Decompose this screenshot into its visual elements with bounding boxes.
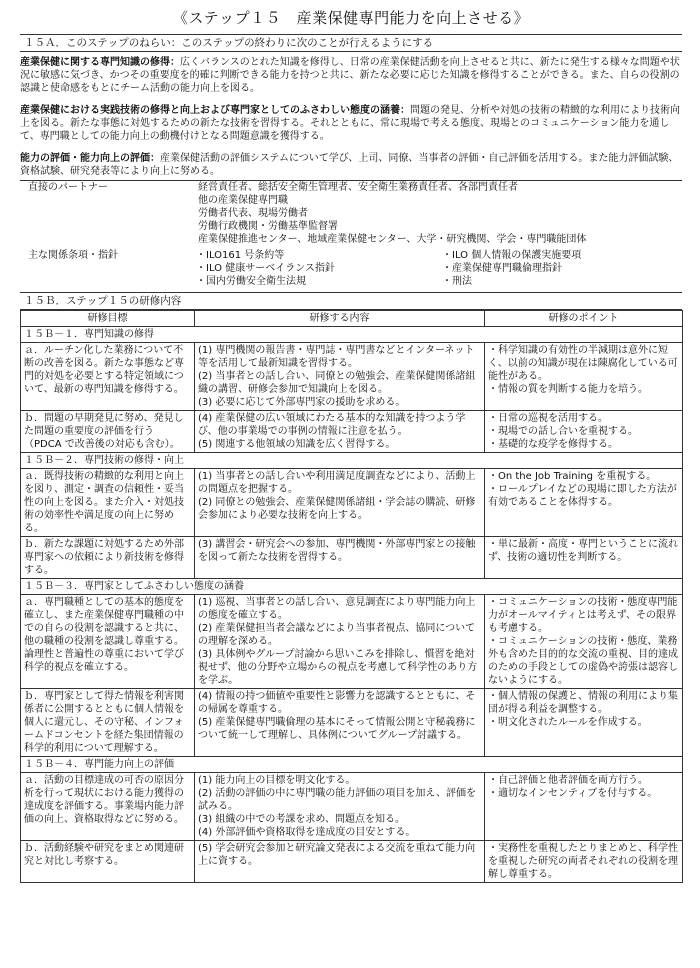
content-item: (4) 産業保健の広い領域にわたる基本的な知識を持つよう学び、他の事業場での事例の情報に注意を払う。 <box>198 413 466 437</box>
subsection-row <box>21 579 683 595</box>
aim-heading: 産業保健における実践技術の修得と向上および専門家としてのふさわしい態度の涵養： <box>20 105 410 116</box>
ref-item: ・産業保健専門職倫理指針 <box>442 263 562 274</box>
point-item: ・On the Job Training を重視する。 <box>488 471 657 482</box>
content-item: (1) 専門機関の報告書・専門誌・専門書などとインターネット等を活用して最新知識を習得する。 <box>198 345 475 369</box>
partner-item: 産業保健推進センター、地域産業保健センター、大学・研究機関、学会・専門職能団体 <box>198 234 587 245</box>
content-item: (3) 必要に応じて外部専門家の援助を求める。 <box>198 397 406 408</box>
content-item: (4) 情報の持つ価値や重要性と影響力を認識するとともに、その帰属を尊重する。 <box>198 691 476 715</box>
section-b-title: １５Ｂ．ステップ１５の研修内容 <box>20 292 682 310</box>
goal-cell: ｂ．問題の早期発見に努め、発見した問題の重要度の評価を行う（PDCA で改善後の対応も含む）。 <box>21 411 195 453</box>
goal-cell: ｂ．専門家として得た情報を利害関係者に公開するとともに個人情報を個人に還元し、その守秘、インフォームドコンセントを経た集団情報の科学的利用について理解する。 <box>21 689 195 757</box>
content-cell <box>195 343 485 411</box>
content-item: (2) 活動の評価の中に専門職の能力評価の項目を加え、評価を試みる。 <box>198 788 476 812</box>
content-item: (2) 当事者との話し合い、同僚との勉強会、産業保健関係諸組織の講習、研修会参加で知識向上を図る。 <box>198 371 476 395</box>
table-header-row <box>21 311 683 327</box>
points-cell <box>485 595 683 689</box>
content-cell <box>195 469 485 537</box>
point-item: ・自己評価と他者評価を両方行う。 <box>488 775 648 786</box>
partners-block <box>20 180 682 288</box>
ref-item: ・ILO161 号条約等 <box>196 250 285 261</box>
point-item: ・個人情報の保護と、情報の利用により集団が得る利益を調整する。 <box>488 691 678 715</box>
table-row <box>21 773 683 841</box>
point-item: ・適切なインセンティブを付与する。 <box>488 788 658 799</box>
goal-cell: ｂ．活動経験や研究をまとめ関連研究と対比し考察する。 <box>21 841 195 883</box>
table-row <box>21 343 683 411</box>
partner-item: 経営責任者、総括安全衛生管理者、安全衛生業務責任者、各部門責任者 <box>198 182 518 193</box>
aim-body: 広くバランスのとれた知識を修得し、日常の産業保健活動を向上させると共に、新たに発生する様々な問題や状況に敏感に気づき、かつその重要度を的確に判断できる能力を持つと共に、新たな必要に応じた知識を修得することができる。また、自らの役割の認識と使命感をもとにチーム活動の能力向上を図る。 <box>20 57 680 94</box>
content-item: (5) 産業保健専門職倫理の基本にそって情報公開と守秘義務について統一して理解し、具体例についてグループ討議する。 <box>198 717 476 741</box>
point-item: ・実務性を重視したとりまとめと、科学性を重視した研究の両者それぞれの役割を理解し尊重する。 <box>488 843 678 880</box>
goal-cell: ａ．ルーチン化した業務について不断の改善を図る。新たな事態など専門的対処を必要とする特定領域について、最新の専門知識を修得する。 <box>21 343 195 411</box>
content-item: (2) 同僚との勉強会、産業保健関係諸組・学会誌の購読、研修会参加により必要な技術を向上する。 <box>198 497 476 521</box>
table-row <box>21 595 683 689</box>
table-row <box>21 841 683 883</box>
page-title: 《ステップ１５ 産業保健専門能力を向上させる》 <box>172 9 530 27</box>
partner-item: 労働行政機関・労働基準監督署 <box>198 221 338 232</box>
subsection-row <box>21 327 683 343</box>
content-item: (5) 学会研究会参加と研究論文発表による交流を重ねて能力向上に資する。 <box>198 843 476 867</box>
aim-paragraph <box>20 152 682 178</box>
partners-label: 直接のパートナー <box>28 182 108 193</box>
point-item: ・情報の質を判断する能力を培う。 <box>488 384 648 395</box>
point-item: ・単に最新・高度・専門ということに流れず、技術の適切性を判断する。 <box>488 539 678 563</box>
subsection-title: １５Ｂ－１．専門知識の修得 <box>21 327 683 343</box>
content-cell <box>195 595 485 689</box>
aim-body: 産業保健活動の評価システムについて学び、上司、同僚、当事者の評価・自己評価を活用する。また能力評価試験、資格試験、研究発表等により向上に努める。 <box>20 153 679 177</box>
content-item: (3) 講習会・研究会への参加、専門機関・外部専門家との接触を図って新たな技術を習得する。 <box>198 539 476 563</box>
partner-item: 他の産業保健専門職 <box>198 195 288 206</box>
point-item: ・日常の巡視を活用する。 <box>488 413 608 424</box>
points-cell <box>485 841 683 883</box>
subsection-row <box>21 453 683 469</box>
goal-cell: ａ．専門職種としての基本的態度を確立し、また産業保健専門職種の中での自らの役割を認識すると共に、他の職種の役割を認識し尊重する。論理性と普遍性の尊重において学び科学的視点を確立する。 <box>21 595 195 689</box>
aim-paragraph <box>20 104 682 143</box>
ref-item: ・国内労働安全衛生法規 <box>196 276 306 287</box>
table-row <box>21 469 683 537</box>
points-cell <box>485 773 683 841</box>
content-item: (1) 当事者との話し合いや利用満足度調査などにより、活動上の問題点を把握する。 <box>198 471 476 495</box>
content-cell <box>195 689 485 757</box>
partners-list <box>198 181 682 246</box>
aim-heading: 産業保健に関する専門知識の修得： <box>20 57 180 68</box>
content-item: (3) 具体例やグループ討論から思いこみを排除し、慣習を絶対視せず、他の分野や立場からの視点を考慮して科学性のあり方を学ぶ。 <box>198 649 478 686</box>
content-cell <box>195 411 485 453</box>
point-item: ・基礎的な疫学を修得する。 <box>488 439 618 450</box>
content-item: (1) 能力向上の目標を明文化する。 <box>198 775 356 786</box>
partners-row <box>20 181 682 246</box>
aim-body: 問題の発見、分析や対処の技術の精緻的な利用により技術向上を図る。新たな事態に対処するための新たな技術を習得する。それとともに、常に現場で考える態度、現場とのコミュニケーション能力を通して、専門職としての能力向上の動機付けとなる問題意識を獲得する。 <box>20 105 680 142</box>
column-header: 研修する内容 <box>195 311 485 327</box>
goal-cell: ａ．既得技術の精緻的な利用と向上を図り、測定・調査の信頼性・妥当性の向上を図る。また介入・対処技術の効率性や満足度の向上に努める。 <box>21 469 195 537</box>
aims-section <box>20 56 682 178</box>
goal-cell: ｂ．新たな課題に対処するため外部専門家への依頼により新技術を修得する。 <box>21 537 195 579</box>
aim-heading: 能力の評価・能力向上の評価： <box>20 153 160 164</box>
refs-list <box>196 249 682 288</box>
document-page <box>20 0 682 883</box>
table-row <box>21 537 683 579</box>
training-tables <box>20 310 682 883</box>
points-cell <box>485 689 683 757</box>
points-cell <box>485 469 683 537</box>
content-cell <box>195 841 485 883</box>
point-item: ・コミュニケーションの技術・態度、業務外も含めた目的的な交流の重視、目的達成のための手段としての虚偽や誇張は認容しないようにする。 <box>488 636 678 686</box>
subsection-title: １５Ｂ－４．専門能力向上の評価 <box>21 757 683 773</box>
subsection-row <box>21 757 683 773</box>
refs-row <box>20 249 682 288</box>
point-item: ・科学知識の有効性の半減期は意外に短く、以前の知識が現在は陳腐化している可能性がある。 <box>488 345 678 382</box>
point-item: ・明文化されたルールを作成する。 <box>488 717 648 728</box>
content-cell <box>195 773 485 841</box>
table-row <box>21 411 683 453</box>
partner-item: 労働者代表、現場労働者 <box>198 208 308 219</box>
table-row <box>21 689 683 757</box>
points-cell <box>485 537 683 579</box>
point-item: ・現場での話し合いを重視する。 <box>488 426 638 437</box>
content-item: (3) 組織の中での考課を求め、問題点を知る。 <box>198 814 405 825</box>
aims-bar: １５Ａ．このステップのねらい：このステップの終わりに次のことが行えるようにする <box>20 34 682 52</box>
column-header: 研修目標 <box>21 311 195 327</box>
ref-item: ・ILO 健康サーベイランス指針 <box>196 263 335 274</box>
content-item: (1) 巡視、当事者との話し合い、意見調査により専門能力向上の態度を確立する。 <box>198 597 476 621</box>
point-item: ・ロールプレイなどの現場に即した方法が有効であることを体得する。 <box>488 484 677 508</box>
ref-item: ・刑法 <box>442 276 472 287</box>
subsection-title: １５Ｂ－３．専門家としてふさわしい態度の涵養 <box>21 579 683 595</box>
points-cell <box>485 411 683 453</box>
point-item: ・コミュニケーションの技術・態度専門能力がオールマイティとは考えず、その限界も考慮する。 <box>488 597 678 634</box>
points-cell <box>485 343 683 411</box>
aim-paragraph <box>20 56 682 95</box>
goal-cell: ａ．活動の目標達成の可否の原因分析を行って現状における能力獲得の達成度を評価する。事業場内能力評価の向上、資格取得などに努める。 <box>21 773 195 841</box>
ref-item: ・ILO 個人情報の保護実施要項 <box>442 250 582 261</box>
subsection-title: １５Ｂ－２．専門技術の修得・向上 <box>21 453 683 469</box>
content-item: (2) 産業保健担当者会議などにより当事者視点、協同についての理解を深める。 <box>198 623 476 647</box>
content-item: (4) 外部評価や資格取得を達成度の目安とする。 <box>198 827 416 838</box>
content-item: (5) 関連する他領域の知識を広く習得する。 <box>198 439 396 450</box>
content-cell <box>195 537 485 579</box>
refs-label: 主な関係条項・指針 <box>28 250 118 261</box>
training-table <box>20 310 683 883</box>
column-header: 研修のポイント <box>485 311 683 327</box>
